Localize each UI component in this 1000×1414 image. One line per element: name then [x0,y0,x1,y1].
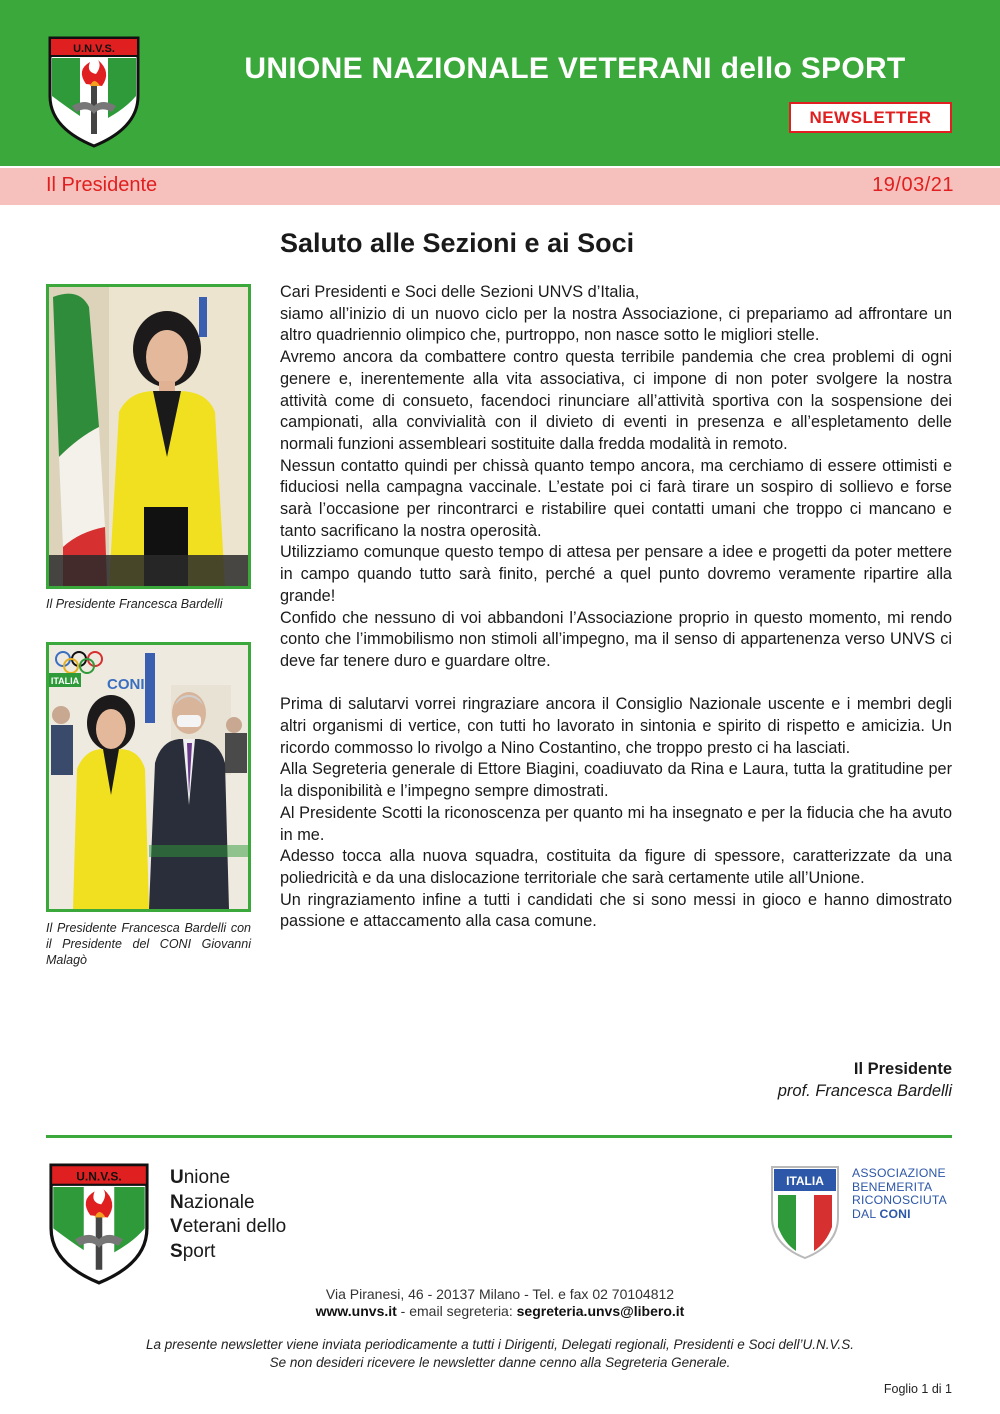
paragraph: Confido che nessuno di voi abbandoni l’Associazione proprio in questo momento, mi rendo conto che l’immobilismo non stimoli all’impegno, ma il senso di appartenenza verso UNVS ci deve far tenere duro e guardare oltre. [280,608,952,670]
paragraph: Nessun contatto quindi per chissà quanto tempo ancora, ma cerchiamo di essere ottimisti e fiduciosi nella campagna vaccinale. L’estate poi ci farà tirare un sospiro di sollievo e forse sarà l’occasione per rincontrarci e ristabilire quei contatti umani che troppo ci mancano e tanto sacrificano la nostra operosità. [280,456,952,540]
issue-date: 19/03/21 [872,174,954,196]
coni-italia-shield-icon [770,1165,840,1260]
paragraph: Alla Segreteria generale di Ettore Biagini, coadiuvato da Rina e Laura, tutta la gratitudine per la disponibilità e l’impegno sempre dimostrati. [280,760,952,801]
email-link[interactable]: segreteria.unvs@libero.it [516,1303,685,1319]
newsletter-badge: NEWSLETTER [789,102,952,133]
photo-caption-2: Il Presidente Francesca Bardelli con il Presidente del CONI Giovanni Malagò [46,921,251,967]
logo-text: U.N.V.S. [73,43,115,55]
paragraph: Un ringraziamento infine a tutti i candidati che si sono messi in gioco e hanno dimostrato passione e attaccamento alla casa comune. [280,890,952,931]
footer-name-line: Nazionale [170,1191,255,1213]
signature-block [778,1058,952,1102]
coni-shield-label: ITALIA [786,1174,824,1188]
website-link[interactable]: www.unvs.it [315,1303,397,1319]
footer-organization-name [170,1166,286,1264]
president-portrait-image [49,287,248,586]
contact-line: www.unvs.it - email segreteria: segreteria.unvs@libero.it [315,1303,685,1319]
paragraph-spacer [280,673,952,695]
paragraph: Al Presidente Scotti la riconoscenza per quanto mi ha insegnato e per la fiducia che ha avuto in me. [280,803,952,844]
header-banner [0,0,1000,166]
section-label: Il Presidente [46,174,158,196]
paragraph: Prima di salutarvi vorrei ringraziare ancora il Consiglio Nazionale uscente e i membri degli altri organismi di vertice, con tutti ho lavorato in sintonia e spirito di rispetto e amicizia. Un ricordo commosso lo rivolgo a Nino Costantino, che troppo presto ci ha lasciati. [280,695,952,757]
section-bar [0,168,1000,205]
article-title: Saluto alle Sezioni e ai Soci [280,228,635,258]
unvs-logo [46,36,142,148]
president-with-coni-photo [46,642,251,912]
footer-name-line: Sport [170,1240,216,1262]
unvs-footer-logo [46,1163,152,1285]
coni-recognition: ASSOCIAZIONE BENEMERITA RICONOSCIUTA DAL CONI [852,1166,947,1221]
president-photo [46,284,251,589]
italia-sign: ITALIA [50,676,80,686]
paragraph: Cari Presidenti e Soci delle Sezioni UNVS d’Italia, [280,283,640,301]
postal-address: Via Piranesi, 46 - 20137 Milano - Tel. e fax 02 70104812 [325,1286,675,1302]
organization-title: UNIONE NAZIONALE VETERANI dello SPORT [244,52,906,85]
president-coni-image [49,645,248,909]
signature-title: Il Presidente [853,1060,952,1078]
paragraph: Avremo ancora da combattere contro questa terribile pandemia che crea problemi di ogni genere e, inerentemente alla vita associativa, ci impone di non poter svolgere la nostra attività come di consueto, facendoci rinunciare all’attività sportiva con la sospensione dei campionati, alla convivialità con il divieto di eventi in presenza e all’espletamento delle normali funzioni assembleari sostituite dalla fredda modalità in remoto. [280,348,952,453]
paragraph: siamo all’inizio di un nuovo ciclo per la nostra Associazione, ci prepariamo ad affrontare un altro quadriennio olimpico che, purtroppo, non nasce sotto le migliori stelle. [280,304,952,345]
footer-name-line: Veterani dello [170,1216,287,1237]
article-body [280,282,952,933]
newsletter-notice: La presente newsletter viene inviata periodicamente a tutti i Dirigenti, Delegati regionali, Presidenti e Soci dell’U.N.V.S. Se non desideri ricevere le newsletter danne cenno alla Segreteria Generale. [145,1337,855,1370]
signature-name: prof. Francesca Bardelli [777,1082,952,1100]
photo-caption-1: Il Presidente Francesca Bardelli [46,597,223,611]
paragraph: Utilizziamo comunque questo tempo di attesa per pensare a idee e progetti da poter mettere in campo quando tutto sarà finito, perché a quel punto dovremo veramente ripartire alla grande! [280,543,952,605]
coni-sign: CONI [107,676,145,693]
footer-name-line: Unione [170,1167,231,1188]
footer-divider [46,1135,952,1138]
paragraph: Adesso tocca alla nuova squadra, costituita da figure di spessore, caratterizzate da una poliedricità e da una dislocazione territoriale che sarà certamente utile all’Unione. [280,847,952,887]
footer-logo-text: U.N.V.S. [76,1169,122,1184]
page-number: Foglio 1 di 1 [883,1382,952,1396]
